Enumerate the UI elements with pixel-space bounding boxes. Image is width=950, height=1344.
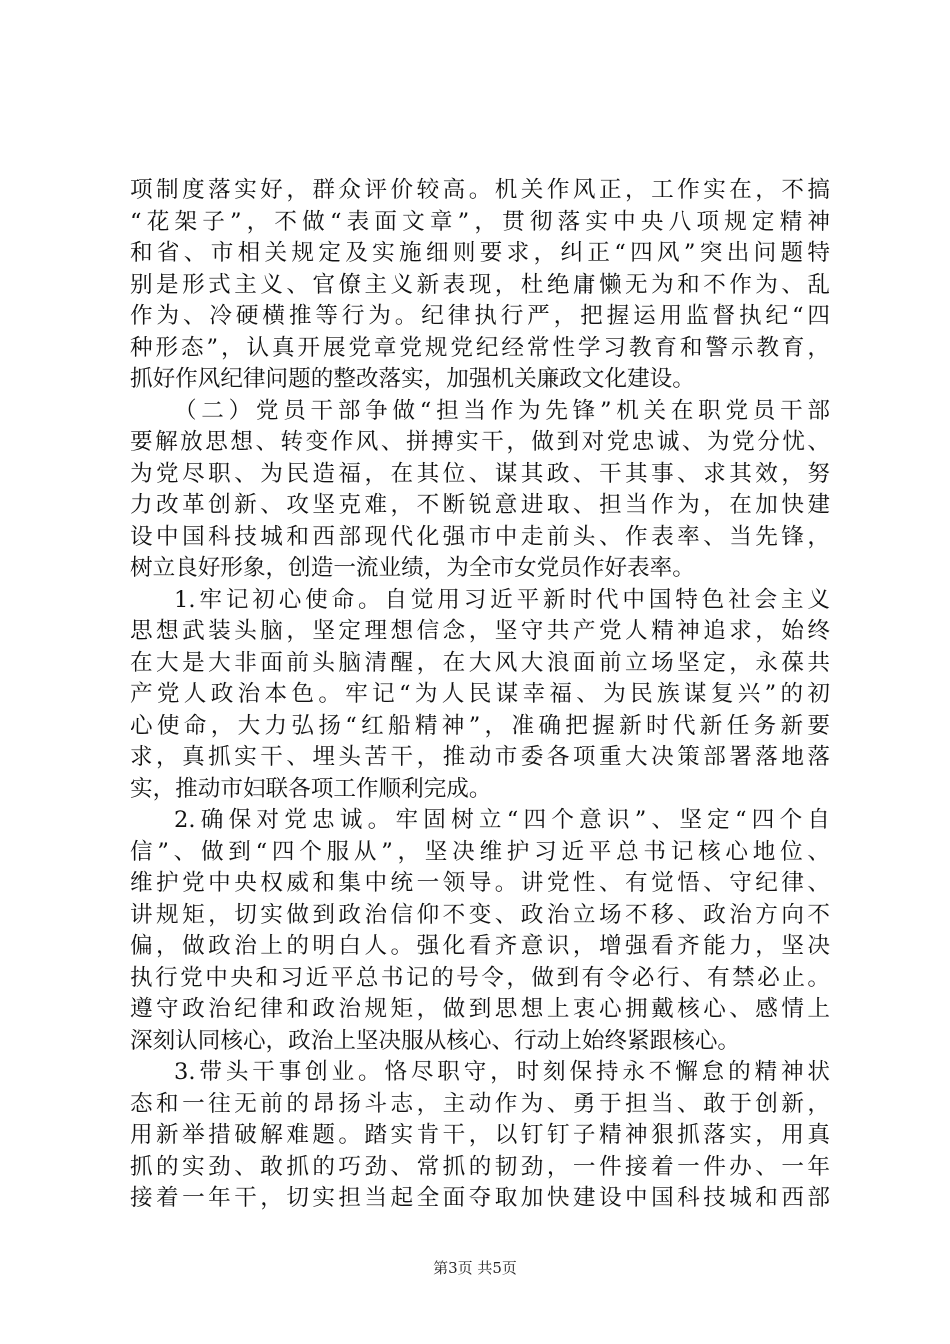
text-line: 偏，做政治上的明白人。强化看齐意识，增强看齐能力，坚决 [130,933,830,959]
text-line: 力改革创新、攻坚克难，不断锐意进取、担当作为，在加快建 [130,492,830,518]
text-line: 维护党中央权威和集中统一领导。讲党性、有觉悟、守纪律、 [130,870,830,896]
text-line: 信”、做到“四个服从”，坚决维护习近平总书记核心地位、 [130,838,830,865]
document-body [130,175,830,1215]
text-line: 抓的实劲、敢抓的巧劲、常抓的韧劲，一件接着一件办、一年 [130,1153,830,1180]
text-line: 接着一年干，切实担当起全面夺取加快建设中国科技城和西部 [130,1185,830,1211]
text-line: 2.确保对党忠诚。牢固树立“四个意识”、坚定“四个自 [174,807,830,833]
page-footer: 第3页 共5页 [433,1259,517,1277]
text-line: 别是形式主义、官僚主义新表现，杜绝庸懒无为和不作为、乱 [130,271,830,298]
text-line: 产党人政治本色。牢记“为人民谋幸福、为民族谋复兴”的初 [130,681,830,707]
text-line: 要解放思想、转变作风、拼搏实干，做到对党忠诚、为党分忧、 [130,429,830,455]
text-line: （二）党员干部争做“担当作为先锋”机关在职党员干部 [174,397,830,424]
text-line: 在大是大非面前头脑清醒，在大风大浪面前立场坚定，永葆共 [130,649,830,676]
text-line: 执行党中央和习近平总书记的号令，做到有令必行、有禁必止。 [130,964,830,991]
text-line: 抓好作风纪律问题的整改落实，加强机关廉政文化建设。 [130,366,695,392]
text-line: 实，推动市妇联各项工作顺利完成。 [130,775,492,802]
text-line: 为党尽职、为民造福，在其位、谋其政、干其事、求其效，努 [130,460,830,487]
text-line: 讲规矩，切实做到政治信仰不变、政治立场不移、政治方向不 [130,901,830,928]
text-line: 求，真抓实干、埋头苦干，推动市委各项重大决策部署落地落 [130,744,830,770]
text-line: 1.牢记初心使命。自觉用习近平新时代中国特色社会主义 [174,586,830,613]
text-line: 和省、市相关规定及实施细则要求，纠正“四风”突出问题特 [130,240,830,266]
text-line: 用新举措破解难题。踏实肯干，以钉钉子精神狠抓落实，用真 [130,1122,830,1148]
text-line: 种形态”，认真开展党章党规党纪经常性学习教育和警示教育， [130,334,830,361]
text-line: 深刻认同核心，政治上坚决服从核心、行动上始终紧跟核心。 [130,1027,741,1054]
text-line: 项制度落实好，群众评价较高。机关作风正，工作实在，不搞 [130,177,830,203]
text-line: 心使命，大力弘扬“红船精神”，准确把握新时代新任务新要 [130,712,830,739]
text-line: “花架子”，不做“表面文章”，贯彻落实中央八项规定精神 [130,208,830,235]
text-line: 设中国科技城和西部现代化强市中走前头、作表率、当先锋， [130,523,830,550]
text-line: 遵守政治纪律和政治规矩，做到思想上衷心拥戴核心、感情上 [130,996,830,1022]
text-line: 树立良好形象，创造一流业绩，为全市女党员作好表率。 [130,555,695,581]
text-line: 作为、冷硬横推等行为。纪律执行严，把握运用监督执纪“四 [130,303,830,329]
text-line: 3.带头干事创业。恪尽职守，时刻保持永不懈怠的精神状 [174,1059,830,1085]
text-line: 态和一往无前的昂扬斗志，主动作为、勇于担当、敢于创新， [130,1090,830,1117]
text-line: 思想武装头脑，坚定理想信念，坚守共产党人精神追求，始终 [130,618,830,644]
